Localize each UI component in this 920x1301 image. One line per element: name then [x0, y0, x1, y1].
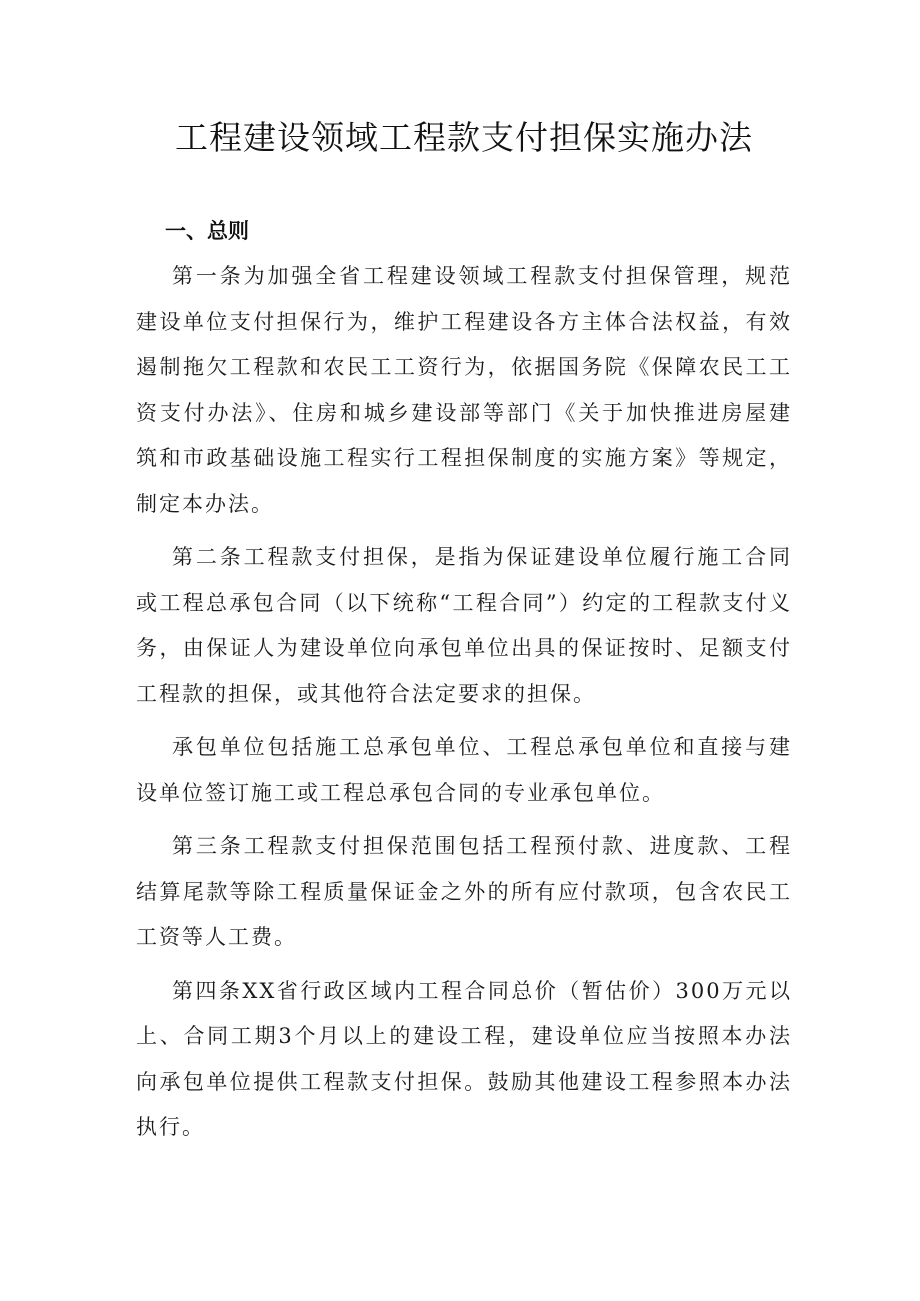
- section-heading-general: 一、总则: [165, 219, 249, 243]
- paragraph-article-4: 第四条XX省行政区域内工程合同总价（暂估价）300万元以上、合同工期3个月以上的建设工程，建设单位应当按照本办法向承包单位提供工程款支付担保。鼓励其他建设工程参照本办法执行。: [136, 978, 792, 1139]
- document-title: 工程建设领域工程款支付担保实施办法: [175, 118, 753, 157]
- paragraph-article-1: 第一条为加强全省工程建设领域工程款支付担保管理，规范建设单位支付担保行为，维护工程建设各方主体合法权益，有效遏制拖欠工程款和农民工工资行为，依据国务院《保障农民工工资支付办法》、住房和城乡建设部等部门《关于加快推进房屋建筑和市政基础设施工程实行工程担保制度的实施方案》等规定，制定本办法。: [136, 264, 792, 516]
- paragraph-article-2: 第二条工程款支付担保，是指为保证建设单位履行施工合同或工程总承包合同（以下统称“工程合同”）约定的工程款支付义务，由保证人为建设单位向承包单位出具的保证按时、足额支付工程款的担保，或其他符合法定要求的担保。: [136, 545, 792, 706]
- paragraph-contractor-definition: 承包单位包括施工总承包单位、工程总承包单位和直接与建设单位签订施工或工程总承包合同的专业承包单位。: [136, 735, 792, 805]
- paragraph-article-3: 第三条工程款支付担保范围包括工程预付款、进度款、工程结算尾款等除工程质量保证金之外的所有应付款项，包含农民工工资等人工费。: [136, 834, 792, 949]
